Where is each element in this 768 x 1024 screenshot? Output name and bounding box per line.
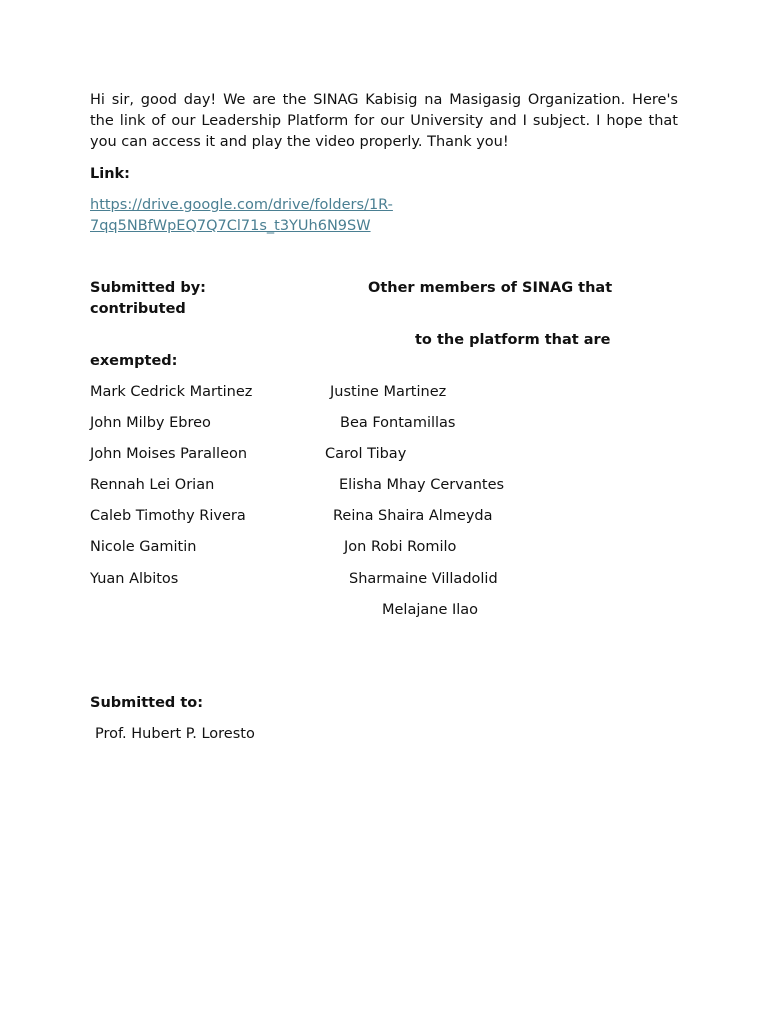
document-page (90, 90, 678, 153)
drive-link-line-2[interactable]: 7qq5NBfWpEQ7Q7Cl71s_t3YUh6N9SW (90, 218, 371, 234)
submitted-by-heading: Submitted by: (90, 280, 206, 296)
greeting-paragraph: Hi sir, good day! We are the SINAG Kabisig na Masigasig Organization. Here's the link of our Leadership Platform for our University and I subject. I hope that you can access it and play the video properly. Thank you! (90, 92, 678, 150)
other-member-name: Melajane Ilao (382, 602, 479, 618)
other-member-name: Bea Fontamillas (340, 415, 456, 431)
member-name: John Moises Paralleon (90, 446, 248, 462)
member-name: John Milby Ebreo (90, 415, 211, 431)
other-member-name: Justine Martinez (330, 384, 447, 400)
member-name: Yuan Albitos (90, 571, 179, 587)
other-members-heading-1: Other members of SINAG that (368, 280, 613, 296)
drive-link-line-1[interactable]: https://drive.google.com/drive/folders/1R- (90, 197, 393, 213)
other-member-name: Carol Tibay (325, 446, 407, 462)
member-name: Nicole Gamitin (90, 539, 197, 555)
link-label: Link: (90, 166, 130, 182)
other-member-name: Jon Robi Romilo (344, 539, 457, 555)
other-members-heading-2: contributed (90, 301, 186, 317)
member-name: Caleb Timothy Rivera (90, 508, 246, 524)
other-members-heading-3: to the platform that are (415, 332, 611, 348)
submitted-to-heading: Submitted to: (90, 695, 204, 711)
member-name: Rennah Lei Orian (90, 477, 215, 493)
other-members-heading-4: exempted: (90, 353, 178, 369)
professor-name: Prof. Hubert P. Loresto (95, 726, 255, 742)
other-member-name: Reina Shaira Almeyda (333, 508, 493, 524)
other-member-name: Elisha Mhay Cervantes (339, 477, 505, 493)
member-name: Mark Cedrick Martinez (90, 384, 253, 400)
other-member-name: Sharmaine Villadolid (349, 571, 498, 587)
